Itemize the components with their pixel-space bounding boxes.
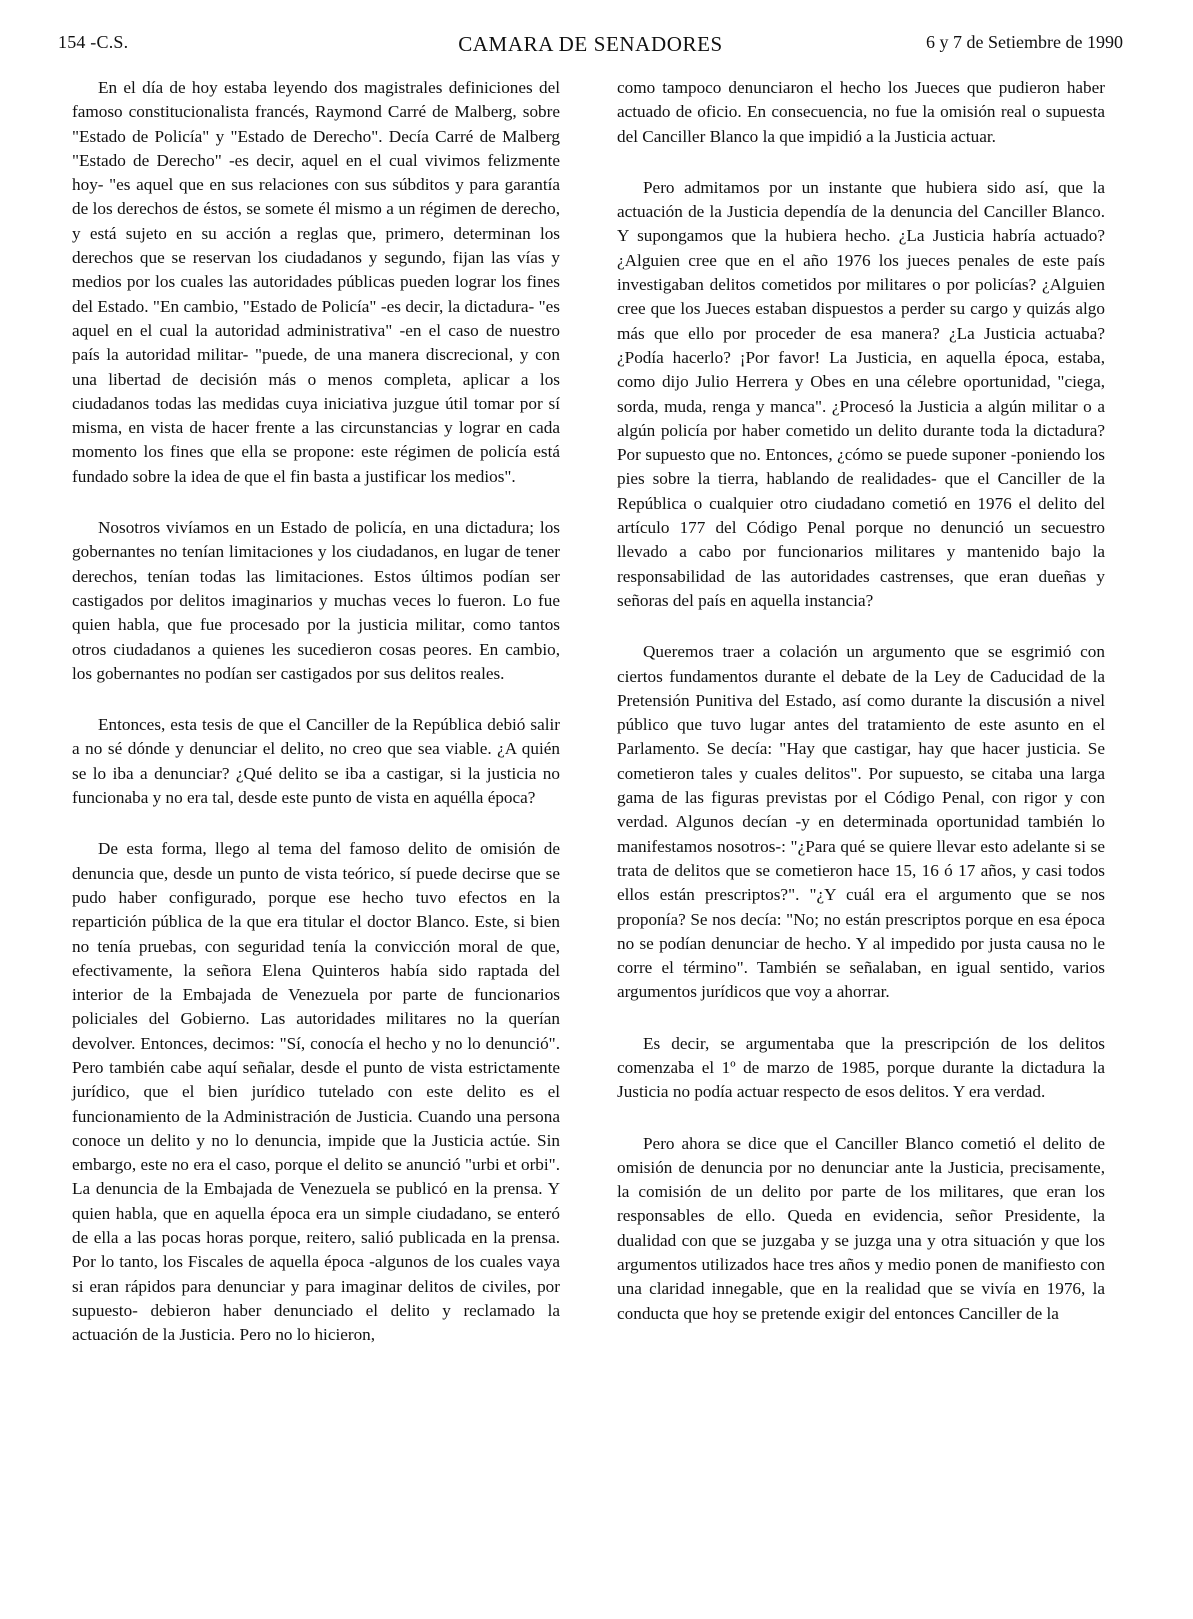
paragraph-prescripcion: Es decir, se argumentaba que la prescripción de los delitos comenzaba el 1º de marzo de 1985, porque durante la dictadura la Justicia no podía actuar respecto de esos delitos. Y era verdad. [617, 1033, 1105, 1102]
running-header [58, 32, 1123, 58]
left-column [72, 76, 560, 1375]
right-column [617, 76, 1105, 1353]
paragraph-omision-de-denuncia: De esta forma, llego al tema del famoso delito de omisión de denuncia que, desde un punto de vista teórico, sí puede decirse que se pudo haber configurado, porque ese hecho tuvo efectos en la repartición pública de la que era titular el doctor Blanco. Este, si bien no tenía pruebas, con seguridad tenía la convicción moral de que, efectivamente, la señora Elena Quinteros había sido raptada del interior de la Embajada de Venezuela por parte de funcionarios policiales del Gobierno. Las autoridades militares no la querían devolver. Entonces, decimos: "Sí, conocía el hecho y no lo denunció". Pero también cabe aquí señalar, desde el punto de vista estrictamente jurídico, que el bien jurídico tutelado con este delito es el funcionamiento de la Administración de Justicia. Cuando una persona conoce un delito y no lo denuncia, impide que la Justicia actúe. Sin embargo, este no era el caso, porque el delito se anunció "urbi et orbi". La denuncia de la Embajada de Venezuela se publicó en la prensa. Y quien habla, que en aquella época era un simple ciudadano, se enteró de ella a las pocas horas porque, reitero, salió publicada en la prensa. Por lo tanto, los Fiscales de aquella época -algunos de los cuales vaya si eran rápidos para denunciar y para imaginar delitos de civiles, por supuesto- debieron haber denunciado el delito y reclamado la actuación de la Justicia. Pero no lo hicieron, [72, 839, 560, 1345]
paragraph-estado-de-policia: Nosotros vivíamos en un Estado de policía, en una dictadura; los gobernantes no tenían limitaciones y los ciudadanos, en lugar de tener derechos, tenían todas las limitaciones. Estos últimos podían ser castigados por delitos imaginarios y muchas veces lo fueron. Lo fue quien habla, que fue procesado por la justicia militar, como tantos otros ciudadanos a quienes les sucedieron cosas peores. En cambio, los gobernantes no podían ser castigados por sus delitos reales. [72, 518, 560, 683]
paragraph-continuation: como tampoco denunciaron el hecho los Jueces que pudieron haber actuado de oficio. En consecuencia, no fue la omisión real o supuesta del Canciller Blanco la que impidió a la Justicia actuar. [617, 78, 1105, 146]
chamber-title: CAMARA DE SENADORES [458, 32, 723, 56]
paragraph-carre-de-malberg: En el día de hoy estaba leyendo dos magistrales definiciones del famoso constitucionalista francés, Raymond Carré de Malberg, sobre "Estado de Policía" y "Estado de Derecho". Decía Carré de Malberg "Estado de Derecho" -es decir, aquel en el cual vivimos felizmente hoy- "es aquel que en sus relaciones con sus súbditos y para garantía de los derechos de éstos, se somete él mismo a un régimen de derecho, y está sujeto en su acción a reglas que, primero, determinan los derechos que se reservan los ciudadanos y segundo, fijan las vías y medios por los cuales las autoridades públicas pueden lograr los fines del Estado. "En cambio, "Estado de Policía" -es decir, la dictadura- "es aquel en el cual la autoridad administrativa" -en el caso de nuestro país la autoridad militar- "puede, de una manera discrecional, y con una libertad de decisión más o menos completa, aplicar a los ciudadanos todas las medidas cuya iniciativa juzgue útil tomar por sí misma, en vista de hacer frente a las circunstancias y lograr en cada momento los fines que ella se propone: este régimen de policía está fundado sobre la idea de que el fin basta a justificar los medios". [72, 78, 560, 486]
paragraph-ley-de-caducidad: Queremos traer a colación un argumento que se esgrimió con ciertos fundamentos durante el debate de la Ley de Caducidad de la Pretensión Punitiva del Estado, así como durante la discusión a nivel público que tuvo lugar antes del tratamiento de este asunto en el Parlamento. Se decía: "Hay que castigar, hay que hacer justicia. Se cometieron tales y cuales delitos". Por supuesto, se citaba una larga gama de las figuras previstas por el Código Penal, con rigor y con verdad. Algunos decían -y en determinada oportunidad también lo manifestamos nosotros-: "¿Para qué se quiere llevar esto adelante si se trata de delitos que se cometieron hace 15, 16 ó 17 años, y casi todos ellos están prescriptos?". "¿Y cuál era el argumento que se nos proponía? Se nos decía: "No; no están prescriptos porque en esa época no se podían denunciar de hecho. Y al impedido por justa causa no le corre el término". También se señalaban, en igual sentido, varios argumentos jurídicos que voy a ahorrar. [617, 642, 1105, 1002]
paragraph-tesis-canciller: Entonces, esta tesis de que el Canciller de la República debió salir a no sé dónde y denunciar el delito, no creo que sea viable. ¿A quién se lo iba a denunciar? ¿Qué delito se iba a castigar, si la justicia no funcionaba y no era tal, desde este punto de vista en aquélla época? [72, 715, 560, 808]
page-reference: 154 -C.S. [58, 32, 129, 52]
session-date: 6 y 7 de Setiembre de 1990 [926, 32, 1123, 52]
paragraph-dualidad: Pero ahora se dice que el Canciller Blanco cometió el delito de omisión de denuncia por no denunciar ante la Justicia, precisamente, la comisión de un delito por parte de los militares, que eran los responsables de ello. Queda en evidencia, señor Presidente, la dualidad con que se juzgaba y se juzga una y otra situación y que los argumentos utilizados hace tres años y medio ponen de manifiesto con una claridad innegable, que en la realidad que se vivía en 1976, la conducta que hoy se pretende exigir del entonces Canciller de la [617, 1133, 1105, 1323]
paragraph-admitamos: Pero admitamos por un instante que hubiera sido así, que la actuación de la Justicia dependía de la denuncia del Canciller Blanco. Y supongamos que la hubiera hecho. ¿La Justicia habría actuado? ¿Alguien cree que en el año 1976 los jueces penales de este país investigaban delitos cometidos por militares o por policías? ¿Alguien cree que los Jueces estaban dispuestos a perder su cargo y quizás algo más que ello por proceder de esa manera? ¿La Justicia actuaba? ¿Podía hacerlo? ¡Por favor! La Justicia, en aquella época, estaba, como dijo Julio Herrera y Obes en una célebre oportunidad, "ciega, sorda, muda, renga y manca". ¿Procesó la Justicia a algún militar o a algún policía por haber cometido un delito durante toda la dictadura? Por supuesto que no. Entonces, ¿cómo se puede suponer -poniendo los pies sobre la tierra, hablando de realidades- que el Canciller de la República o cualquier otro ciudadano cometió en 1976 el delito del artículo 177 del Código Penal porque no denunció un secuestro llevado a cabo por funcionarios militares y mantenido bajo la responsabilidad de las autoridades castrenses, que eran dueñas y señoras del país en aquella instancia? [617, 177, 1105, 610]
